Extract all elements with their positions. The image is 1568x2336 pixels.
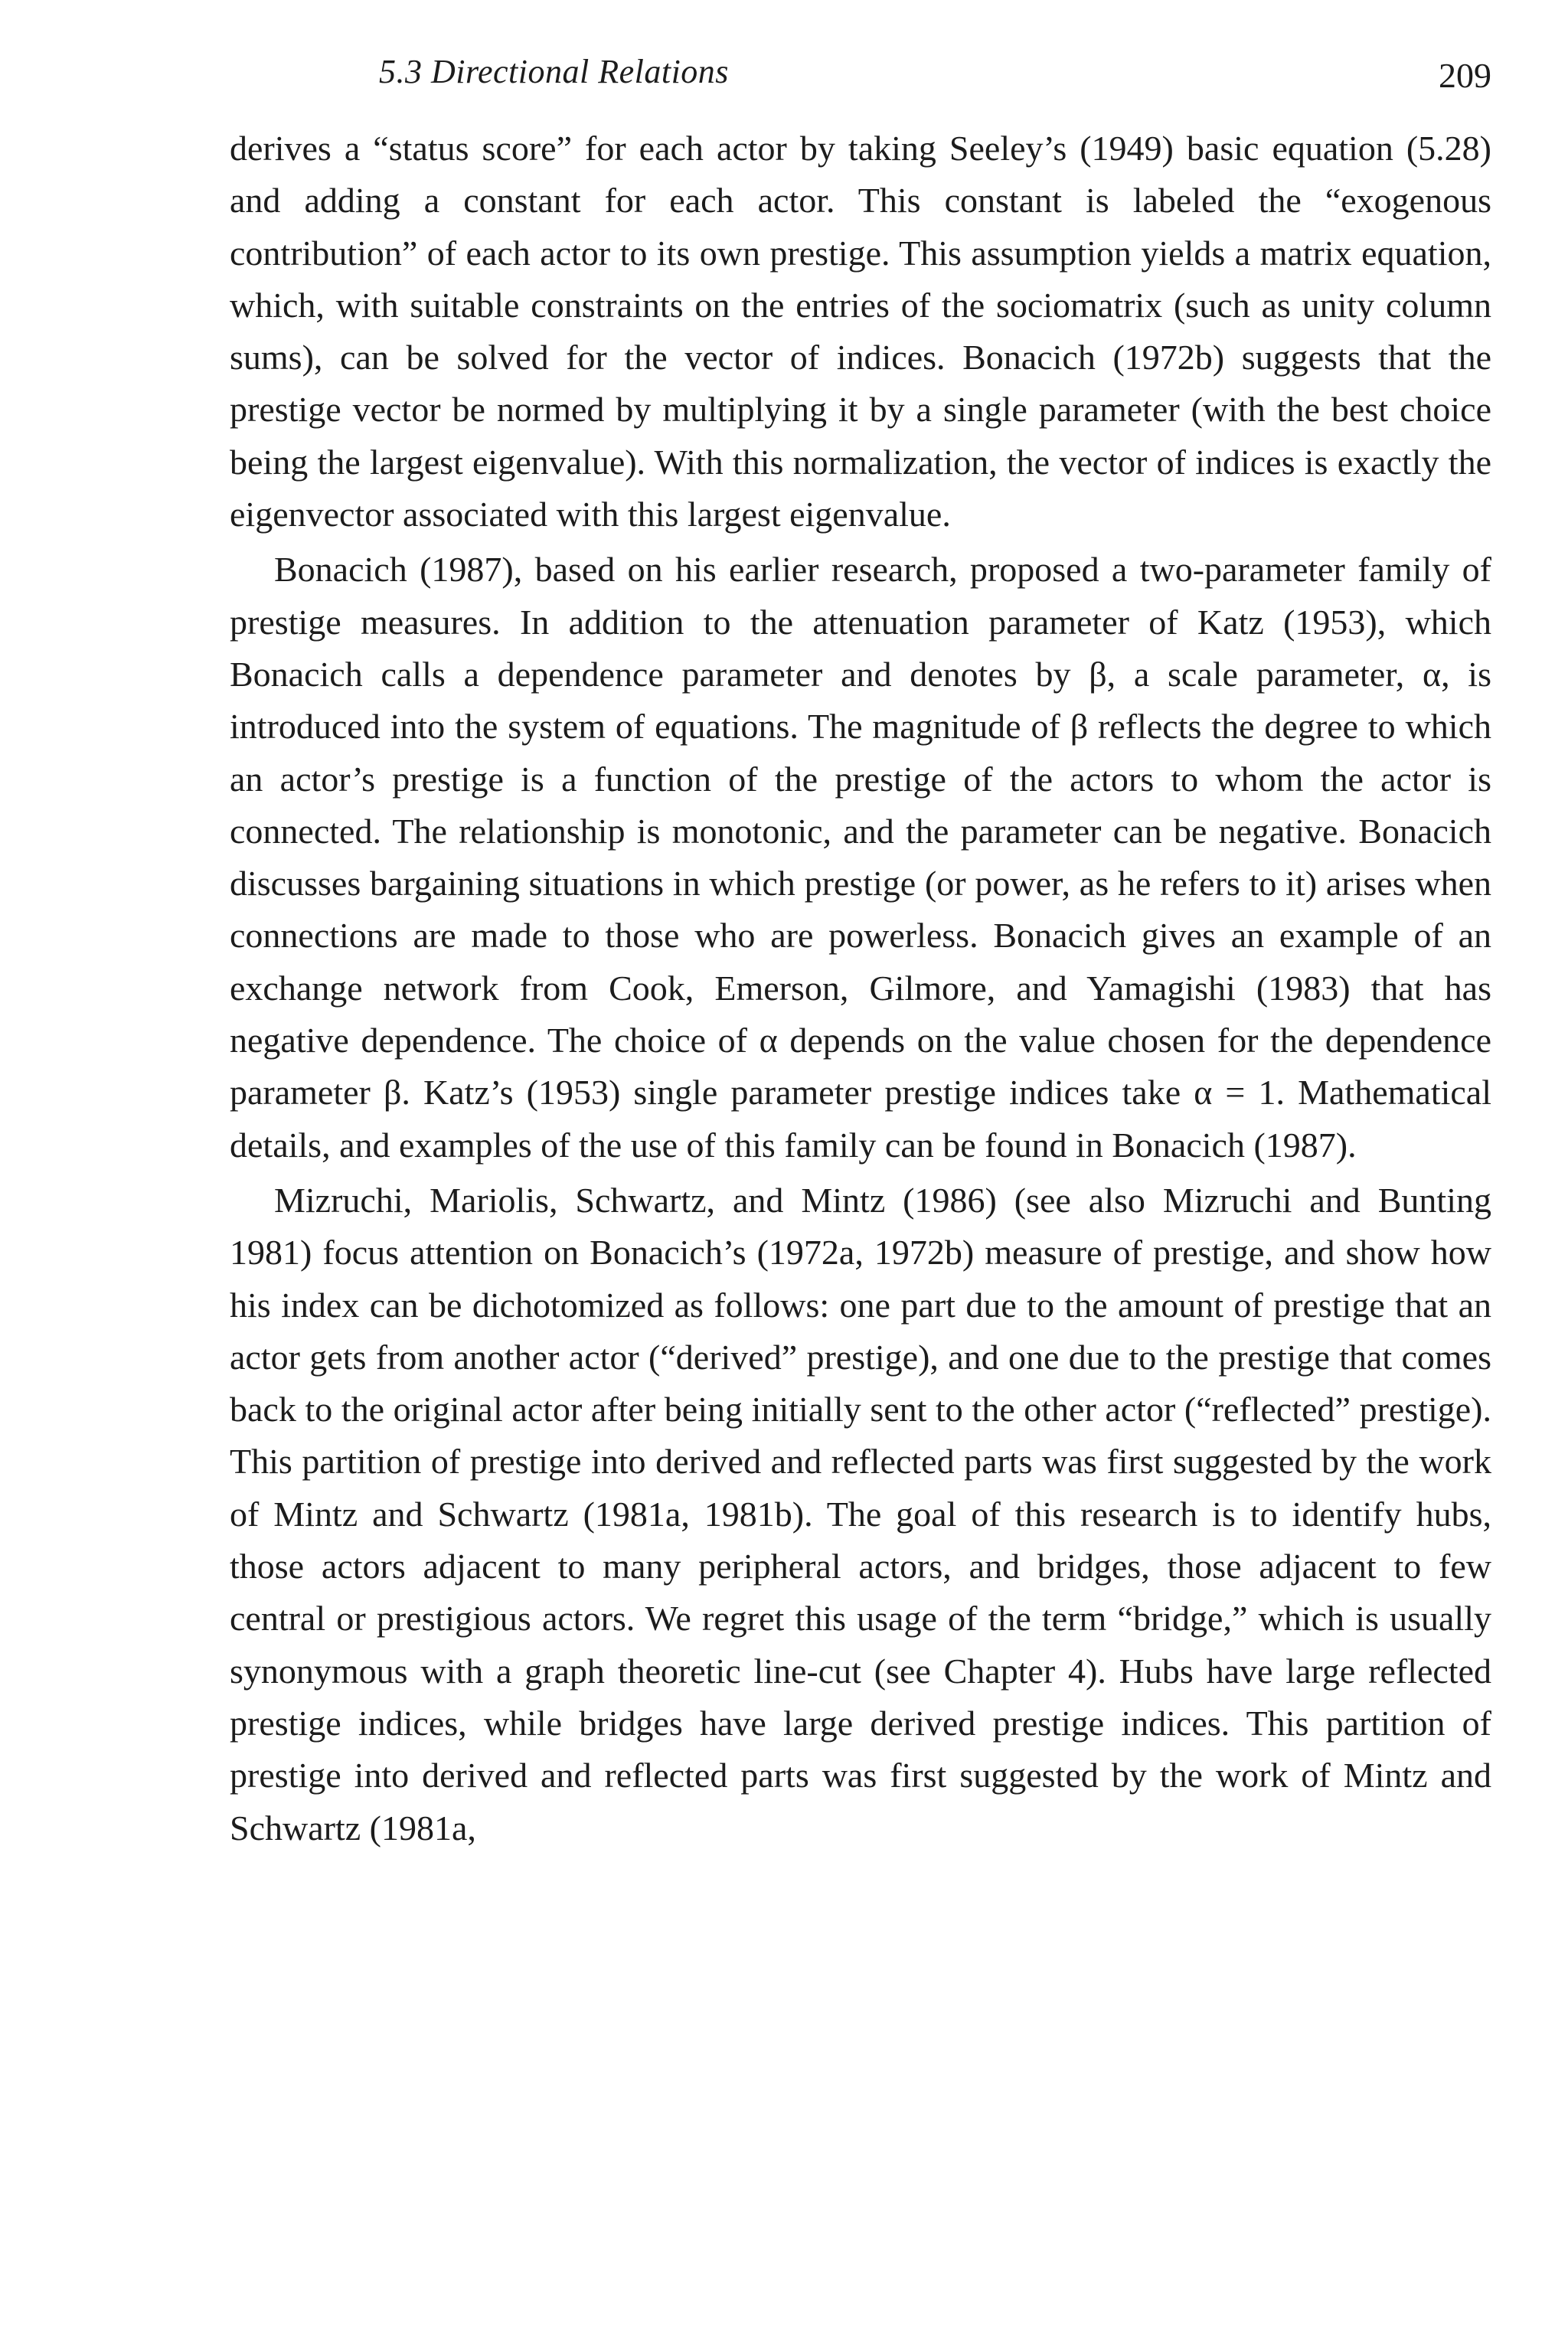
section-title: 5.3 Directional Relations <box>379 53 729 90</box>
running-head <box>230 47 1491 109</box>
paragraph: Bonacich (1987), based on his earlier research, proposed a two-parameter family of prestige measures. In addition to the attenuation parameter of Katz (1953), which Bonacich calls a dependence parameter and denotes by β, a scale parameter, α, is introduced into the system of equations. The magnitude of β reflects the degree to which an actor’s prestige is a function of the prestige of the actors to whom the actor is connected. The relationship is monotonic, and the parameter can be negative. Bonacich discusses bargaining situations in which prestige (or power, as he refers to it) arises when connections are made to those who are powerless. Bonacich gives an example of an exchange network from Cook, Emerson, Gilmore, and Yamagishi (1983) that has negative dependence. The choice of α depends on the value chosen for the dependence parameter β. Katz’s (1953) single parameter prestige indices take α = 1. Mathematical details, and examples of the use of this family can be found in Bonacich (1987). <box>230 550 1491 1165</box>
paragraph: Mizruchi, Mariolis, Schwartz, and Mintz (1986) (see also Mizruchi and Bunting 1981) focus attention on Bonacich’s (1972a, 1972b) measure of prestige, and show how his index can be dichotomized as follows: one part due to the amount of prestige that an actor gets from another actor (“derived” prestige), and one due to the prestige that comes back to the original actor after being initially sent to the other actor (“reflected” prestige). This partition of prestige into derived and reflected parts was first suggested by the work of Mintz and Schwartz (1981a, 1981b). The goal of this research is to identify hubs, those actors adjacent to many peripheral actors, and bridges, those adjacent to few central or prestigious actors. We regret this usage of the term “bridge,” which is usually synonymous with a graph theoretic line-cut (see Chapter 4). Hubs have large reflected prestige indices, while bridges have large derived prestige indices. This partition of prestige into derived and reflected parts was first suggested by the work of Mintz and Schwartz (1981a, <box>230 1180 1491 1848</box>
book-page <box>230 47 1491 1854</box>
body-text <box>230 123 1491 1854</box>
page-number: 209 <box>1439 56 1491 95</box>
paragraph: derives a “status score” for each actor by taking Seeley’s (1949) basic equation (5.28) and adding a constant for each actor. This constant is labeled the “exogenous contribution” of each actor to its own prestige. This assumption yields a matrix equation, which, with suitable constraints on the entries of the sociomatrix (such as unity column sums), can be solved for the vector of indices. Bonacich (1972b) suggests that the prestige vector be normed by multiplying it by a single parameter (with the best choice being the largest eigenvalue). With this normalization, the vector of indices is exactly the eigenvector associated with this largest eigenvalue. <box>230 129 1491 534</box>
